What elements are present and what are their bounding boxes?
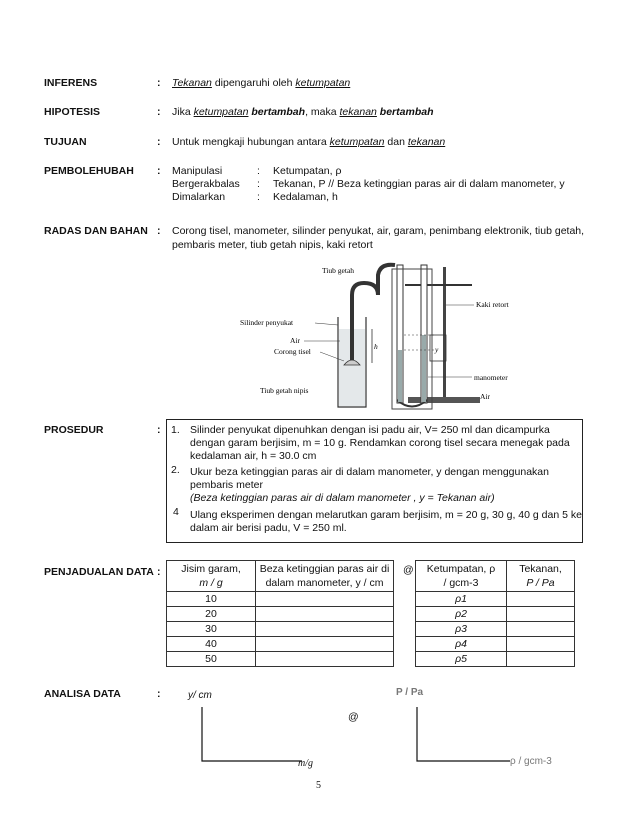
- table-header-cell: [256, 561, 394, 592]
- pointer-line: [315, 323, 338, 325]
- table-cell: [507, 592, 575, 607]
- or-symbol: @: [348, 711, 359, 723]
- hipotesis-word: Jika: [172, 106, 194, 118]
- data-table-1: [166, 560, 394, 667]
- step-line: kedalaman air, h = 30.0 cm: [190, 450, 317, 462]
- header-text: dalam manometer, y / cm: [265, 577, 384, 589]
- radas-line-2: pembaris meter, tiub getah nipis, kaki retort: [172, 239, 373, 251]
- table-row: [416, 637, 575, 652]
- variable-sep: :: [257, 178, 260, 190]
- table-cell: 20: [167, 607, 256, 622]
- table-cell: ρ3: [416, 622, 507, 637]
- apparatus-diagram: [240, 255, 540, 415]
- graph2-axes: [417, 707, 510, 761]
- table-cell: [507, 622, 575, 637]
- hipotesis-word: , maka: [305, 106, 340, 118]
- table-row: [167, 652, 394, 667]
- analisa-label: ANALISA DATA: [44, 688, 121, 700]
- hipotesis-word: bertambah: [376, 106, 434, 118]
- table-header-cell: [507, 561, 575, 592]
- table-header-cell: [416, 561, 507, 592]
- radas-line-1: Corong tisel, manometer, silinder penyukat, air, garam, penimbang elektronik, tiub getah,: [172, 225, 585, 237]
- table-cell: 30: [167, 622, 256, 637]
- step-line: dalam air berisi padu, V = 250 ml.: [190, 522, 347, 534]
- step-line: (Beza ketinggian paras air di dalam manometer , y = Tekanan air): [190, 492, 495, 504]
- radas-colon: :: [157, 225, 161, 237]
- graph2-x-label: ρ / gcm-3: [510, 756, 552, 767]
- label-air-bottom: Air: [480, 392, 490, 401]
- tujuan-colon: :: [157, 136, 161, 148]
- tujuan-word: Untuk mengkaji hubungan antara: [172, 136, 330, 148]
- step-number: 2.: [171, 464, 180, 476]
- table-cell: [256, 607, 394, 622]
- table-cell: [507, 652, 575, 667]
- label-h: h: [374, 342, 378, 351]
- label-y: y: [435, 345, 439, 354]
- penjadualan-colon: :: [157, 566, 161, 578]
- retort-base: [408, 397, 480, 403]
- label-tiub-nipis: Tiub getah nipis: [260, 386, 309, 395]
- table-header-row: [416, 561, 575, 592]
- table-cell: [256, 652, 394, 667]
- step-number: 1.: [171, 424, 180, 436]
- label-silinder: Silinder penyukat: [240, 318, 294, 327]
- table-row: [167, 592, 394, 607]
- hipotesis-word: ketumpatan: [193, 106, 249, 118]
- retort-rod: [443, 267, 446, 399]
- table-row: [416, 592, 575, 607]
- table-row: [416, 652, 575, 667]
- table-row: [167, 637, 394, 652]
- table-cell: ρ4: [416, 637, 507, 652]
- penjadualan-label: PENJADUALAN DATA: [44, 566, 154, 578]
- tujuan-text: [172, 136, 445, 149]
- graph1-axes: [202, 707, 302, 761]
- table-header-cell: [167, 561, 256, 592]
- inferens-label: INFERENS: [44, 77, 98, 89]
- header-text: Tekanan,: [519, 563, 562, 575]
- graph2-y-label: P / Pa: [396, 687, 424, 698]
- tujuan-label: TUJUAN: [44, 136, 87, 148]
- manometer-water-right: [422, 335, 426, 402]
- step-line: Ukur beza ketinggian paras air di dalam manometer, y dengan menggunakan: [190, 466, 549, 478]
- table-cell: 10: [167, 592, 256, 607]
- data-table-2: [415, 560, 575, 667]
- step-line: dengan garam berjisim, m = 10 g. Rendamkan corong tisel secara menegak pada: [190, 437, 570, 449]
- table-header-row: [167, 561, 394, 592]
- hipotesis-colon: :: [157, 106, 161, 118]
- radas-label: RADAS DAN BAHAN: [44, 225, 148, 237]
- or-symbol: @: [403, 564, 414, 576]
- graph1-y-label: y/ cm: [188, 690, 212, 701]
- header-text: Jisim garam,: [181, 563, 241, 575]
- step-number: 4: [173, 506, 179, 518]
- header-text: Beza ketinggian paras air di: [259, 563, 390, 575]
- label-tiub-getah: Tiub getah: [322, 266, 355, 275]
- table-cell: ρ2: [416, 607, 507, 622]
- analisa-colon: :: [157, 688, 161, 700]
- variable-value: Tekanan, P // Beza ketinggian paras air di dalam manometer, y: [273, 178, 565, 190]
- header-text: Ketumpatan, ρ: [426, 563, 496, 575]
- hipotesis-text: [172, 106, 434, 119]
- hipotesis-word: bertambah: [248, 106, 306, 118]
- label-kaki-retort: Kaki retort: [476, 300, 509, 309]
- pembolehubah-colon: :: [157, 165, 161, 177]
- header-text: P / Pa: [526, 577, 555, 589]
- table-cell: [507, 607, 575, 622]
- step-line: Ulang eksperimen dengan melarutkan garam berjisim, m = 20 g, 30 g, 40 g dan 5 ke: [190, 509, 582, 521]
- tujuan-word: tekanan: [407, 136, 446, 148]
- variable-sep: :: [257, 191, 260, 203]
- table-row: [416, 607, 575, 622]
- page-number: 5: [316, 780, 321, 791]
- inferens-word: Tekanan: [172, 77, 212, 89]
- graph1-x-label: m/g: [298, 758, 313, 769]
- table-cell: [507, 637, 575, 652]
- variable-value: Kedalaman, h: [273, 191, 338, 203]
- header-text: m / g: [199, 577, 223, 589]
- step-line: Silinder penyukat dipenuhkan dengan isi padu air, V= 250 ml dan dicampurka: [190, 424, 550, 436]
- prosedur-label: PROSEDUR: [44, 424, 104, 436]
- variable-sep: :: [257, 165, 260, 177]
- tujuan-word: dan: [384, 136, 408, 148]
- table-cell: 50: [167, 652, 256, 667]
- hipotesis-label: HIPOTESIS: [44, 106, 101, 118]
- inferens-word: ketumpatan: [295, 77, 351, 89]
- hipotesis-word: tekanan: [339, 106, 377, 118]
- table-cell: ρ5: [416, 652, 507, 667]
- pembolehubah-label: PEMBOLEHUBAH: [44, 165, 134, 177]
- table-row: [416, 622, 575, 637]
- label-air-top: Air: [290, 336, 300, 345]
- inferens-word: dipengaruhi oleh: [211, 77, 296, 89]
- manometer-water-left: [398, 350, 402, 402]
- label-manometer: manometer: [474, 373, 508, 382]
- header-text: / gcm-3: [443, 577, 479, 589]
- table-row: [167, 607, 394, 622]
- table-cell: [256, 637, 394, 652]
- variable-name: Dimalarkan: [172, 191, 226, 203]
- prosedur-colon: :: [157, 424, 161, 436]
- inferens-text: [172, 77, 350, 90]
- inferens-colon: :: [157, 77, 161, 89]
- variable-name: Bergerakbalas: [172, 178, 240, 190]
- label-corong: Corong tisel: [274, 347, 311, 356]
- table-cell: [256, 592, 394, 607]
- tujuan-word: ketumpatan: [329, 136, 385, 148]
- table-cell: 40: [167, 637, 256, 652]
- table-row: [167, 622, 394, 637]
- table-cell: ρ1: [416, 592, 507, 607]
- prosedur-box: [166, 419, 583, 543]
- table-cell: [256, 622, 394, 637]
- variable-value: Ketumpatan, ρ: [273, 165, 342, 177]
- variable-name: Manipulasi: [172, 165, 223, 177]
- step-line: pembaris meter: [190, 479, 263, 491]
